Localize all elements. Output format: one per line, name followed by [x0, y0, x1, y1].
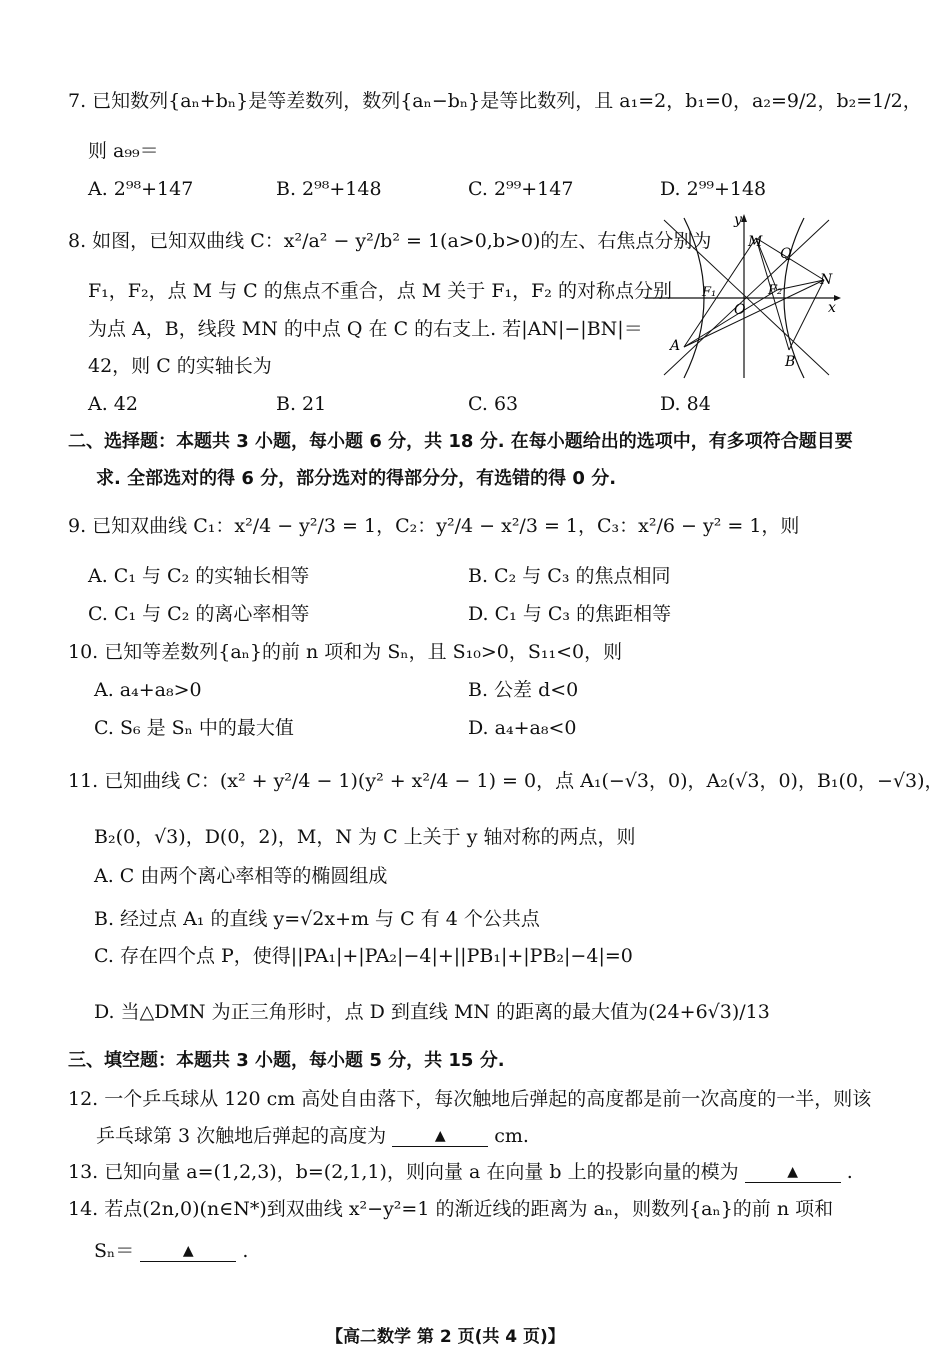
- q13-answer-blank[interactable]: [745, 1159, 841, 1183]
- q8-stem-2: F₁，F₂，点 M 与 C 的焦点不重合，点 M 关于 F₁，F₂ 的对称点分别: [88, 280, 672, 302]
- q12-stem-1: 12. 一个乒乓球从 120 cm 高处自由落下，每次触地后弹起的高度都是前一次高度的一半，则该: [68, 1088, 872, 1110]
- blank-triangle-icon: ▲: [787, 1164, 799, 1180]
- q14-stem-2: [94, 1240, 248, 1264]
- label-O: O: [734, 302, 746, 318]
- q10-option-a: A. a₄+a₈>0: [94, 679, 202, 701]
- label-F2: F₂: [768, 283, 783, 298]
- q14-stem-1: 14. 若点(2n,0)(n∈N*)到双曲线 x²−y²=1 的渐近线的距离为 aₙ，则数列{aₙ}的前 n 项和: [68, 1198, 834, 1220]
- q12-stem-2: [96, 1125, 529, 1149]
- q8-option-c: C. 63: [468, 393, 519, 415]
- q9-stem: 9. 已知双曲线 C₁：x²/4 − y²/3 = 1，C₂：y²/4 − x²/3 = 1，C₃：x²/6 − y² = 1，则: [68, 515, 800, 537]
- q7-option-a: A. 2⁹⁸+147: [88, 178, 194, 200]
- q8-option-b: B. 21: [276, 393, 327, 415]
- q11-option-d: D. 当△DMN 为正三角形时，点 D 到直线 MN 的距离的最大值为(24+6√3)/13: [94, 1001, 770, 1023]
- q10-option-c: C. S₆ 是 Sₙ 中的最大值: [94, 717, 294, 739]
- q7-option-d: D. 2⁹⁹+148: [660, 178, 767, 200]
- q9-option-b: B. C₂ 与 C₃ 的焦点相同: [468, 565, 671, 587]
- q7-stem-2: 则 a₉₉＝: [88, 140, 159, 162]
- q8-option-a: A. 42: [88, 393, 138, 415]
- q8-stem-3: 为点 A，B，线段 MN 的中点 Q 在 C 的右支上. 若|AN|−|BN|＝: [88, 318, 643, 340]
- page-footer: 【高二数学 第 2 页(共 4 页)】: [326, 1327, 565, 1347]
- q9-option-c: C. C₁ 与 C₂ 的离心率相等: [88, 603, 310, 625]
- q12-stem-2-text: 乒乓球第 3 次触地后弹起的高度为: [96, 1125, 387, 1147]
- q11-option-b: B. 经过点 A₁ 的直线 y=√2x+m 与 C 有 4 个公共点: [94, 908, 540, 930]
- hyperbola-figure: [644, 210, 844, 380]
- q14-stem-2-text: Sₙ＝: [94, 1240, 135, 1262]
- q10-option-d: D. a₄+a₈<0: [468, 717, 577, 739]
- label-x: x: [828, 300, 836, 316]
- q7-stem: 7. 已知数列{aₙ+bₙ}是等差数列，数列{aₙ−bₙ}是等比数列，且 a₁=2，b₁=0，a₂=9/2，b₂=1/2，: [68, 90, 922, 112]
- q11-option-a: A. C 由两个离心率相等的椭圆组成: [94, 865, 388, 887]
- q12-answer-blank[interactable]: [392, 1123, 488, 1147]
- q7-option-b: B. 2⁹⁸+148: [276, 178, 382, 200]
- q14-answer-blank[interactable]: [140, 1238, 236, 1262]
- q11-stem-2: B₂(0，√3)，D(0，2)，M，N 为 C 上关于 y 轴对称的两点，则: [94, 826, 636, 848]
- q13-stem-text: 13. 已知向量 a=(1,2,3)，b=(2,1,1)，则向量 a 在向量 b 上的投影向量的模为: [68, 1161, 739, 1183]
- q11-stem-1: 11. 已知曲线 C：(x² + y²/4 − 1)(y² + x²/4 − 1) = 0，点 A₁(−√3，0)，A₂(√3，0)，B₁(0，−√3)，: [68, 770, 944, 792]
- label-F1: F₁: [702, 285, 717, 300]
- section2-heading: 二、选择题：本题共 3 小题，每小题 6 分，共 18 分. 在每小题给出的选项中，有多项符合题目要: [68, 431, 853, 452]
- q8-option-d: D. 84: [660, 393, 711, 415]
- label-N: N: [820, 272, 833, 288]
- q11-option-c: C. 存在四个点 P，使得||PA₁|+|PA₂|−4|+||PB₁|+|PB₂|−4|=0: [94, 945, 633, 967]
- q12-unit: cm.: [494, 1125, 529, 1147]
- blank-triangle-icon: ▲: [434, 1128, 446, 1144]
- segment-NB: [789, 280, 824, 350]
- section2-heading-2: 求. 全部选对的得 6 分，部分选对的得部分分，有选错的得 0 分.: [96, 468, 617, 489]
- section3-heading: 三、填空题：本题共 3 小题，每小题 5 分，共 15 分.: [68, 1050, 505, 1071]
- q10-option-b: B. 公差 d<0: [468, 679, 579, 701]
- label-y: y: [734, 212, 742, 228]
- label-B: B: [785, 354, 796, 370]
- q13-period: .: [846, 1161, 853, 1183]
- label-M: M: [748, 234, 763, 250]
- q8-stem-1: 8. 如图，已知双曲线 C：x²/a² − y²/b² = 1(a>0,b>0)的左、右焦点分别为: [68, 230, 712, 252]
- q9-option-a: A. C₁ 与 C₂ 的实轴长相等: [88, 565, 310, 587]
- q10-stem: 10. 已知等差数列{aₙ}的前 n 项和为 Sₙ，且 S₁₀>0，S₁₁<0，则: [68, 641, 623, 663]
- q8-stem-4: 42，则 C 的实轴长为: [88, 355, 272, 377]
- q9-option-d: D. C₁ 与 C₃ 的焦距相等: [468, 603, 672, 625]
- label-Q: Q: [780, 246, 792, 262]
- blank-triangle-icon: ▲: [182, 1243, 194, 1259]
- q14-period: .: [242, 1240, 249, 1262]
- label-A: A: [670, 338, 681, 354]
- q7-option-c: C. 2⁹⁹+147: [468, 178, 574, 200]
- q13-stem: [68, 1161, 853, 1185]
